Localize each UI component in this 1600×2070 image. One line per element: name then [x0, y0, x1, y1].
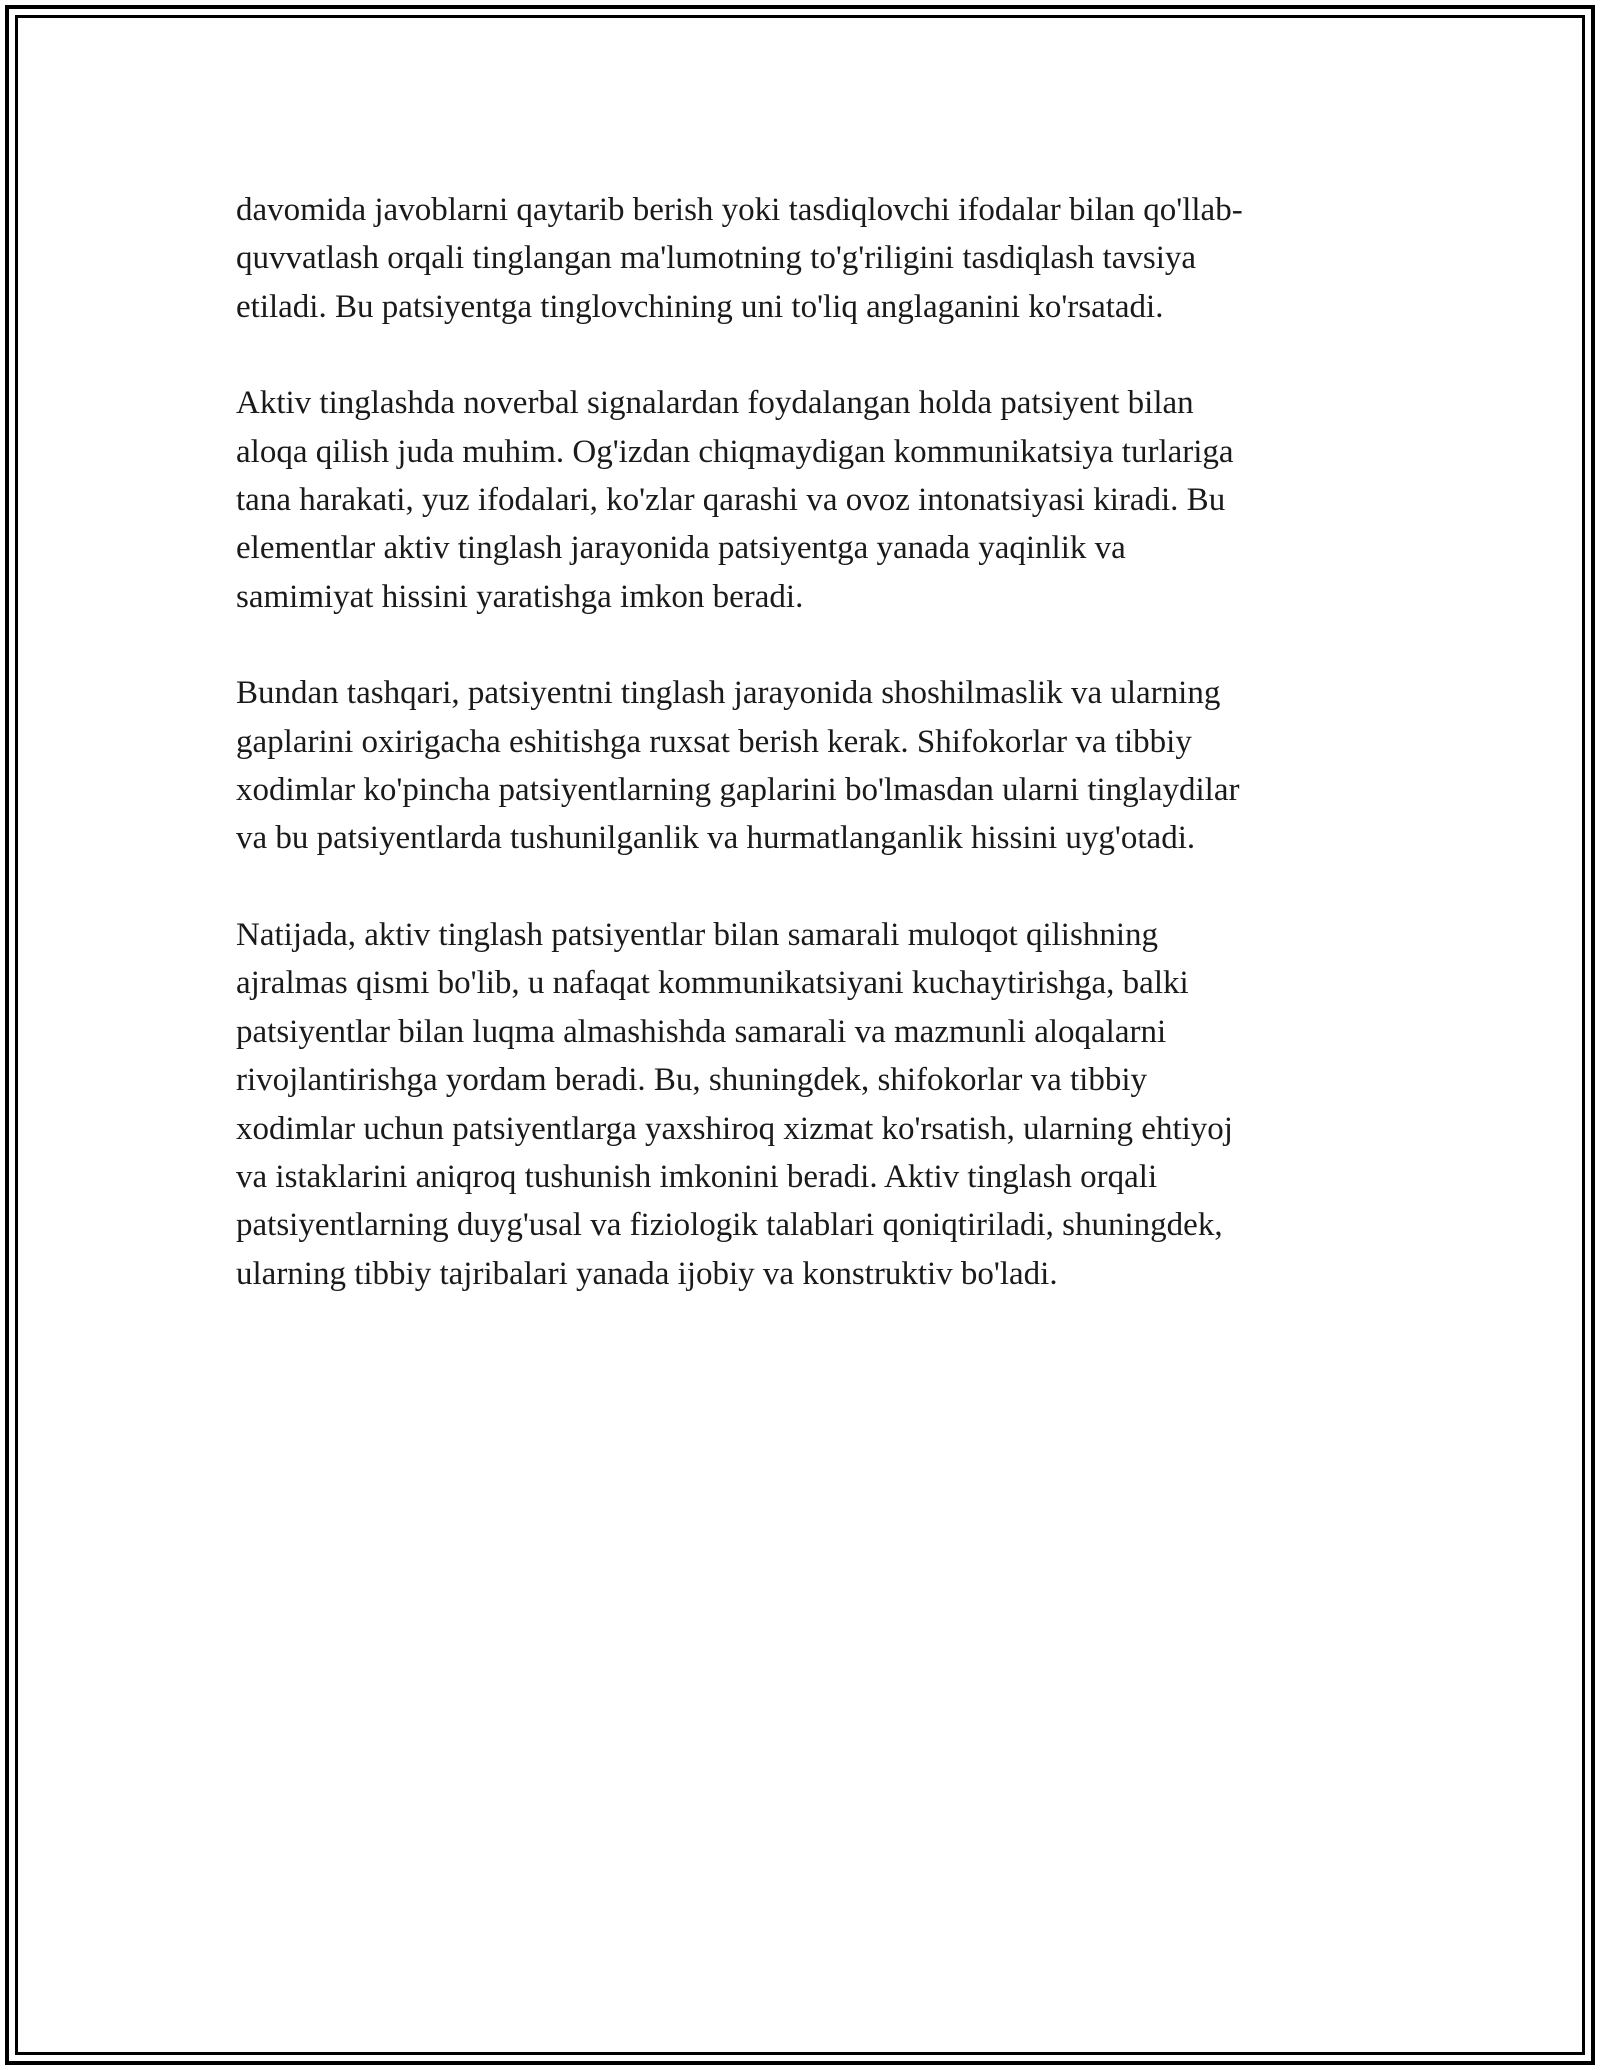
text-line: gaplarini oxirigacha eshitishga ruxsat berish kerak. Shifokorlar va tibbiy [236, 723, 1192, 760]
paragraph-2 [236, 379, 1386, 621]
document-body [236, 186, 1386, 1346]
paragraph-4 [236, 911, 1386, 1298]
text-line: patsiyentlar bilan luqma almashishda samarali va mazmunli aloqalarni [236, 1013, 1167, 1050]
text-line: ularning tibbiy tajribalari yanada ijobiy va konstruktiv bo'ladi. [236, 1255, 1058, 1292]
text-line: elementlar aktiv tinglash jarayonida patsiyentga yanada yaqinlik va [236, 530, 1126, 567]
paragraph-1 [236, 186, 1386, 331]
text-line: etiladi. Bu patsiyentga tinglovchining uni to'liq anglaganini ko'rsatadi. [236, 288, 1164, 325]
text-line: va istaklarini aniqroq tushunish imkonini beradi. Aktiv tinglash orqali [236, 1158, 1158, 1195]
text-line: ajralmas qismi bo'lib, u nafaqat kommunikatsiyani kuchaytirishga, balki [236, 965, 1189, 1002]
text-line: xodimlar ko'pincha patsiyentlarning gaplarini bo'lmasdan ularni tinglaydilar [236, 772, 1240, 809]
text-line: quvvatlash orqali tinglangan ma'lumotning to'g'riligini tasdiqlash tavsiya [236, 240, 1197, 277]
text-line: xodimlar uchun patsiyentlarga yaxshiroq xizmat ko'rsatish, ularning ehtiyoj [236, 1110, 1233, 1147]
text-line: tana harakati, yuz ifodalari, ko'zlar qarashi va ovoz intonatsiyasi kiradi. Bu [236, 482, 1226, 519]
text-line: Bundan tashqari, patsiyentni tinglash jarayonida shoshilmaslik va ularning [236, 675, 1221, 712]
text-line: va bu patsiyentlarda tushunilganlik va hurmatlanganlik hissini uyg'otadi. [236, 820, 1196, 857]
text-line: patsiyentlarning duyg'usal va fiziologik talablari qoniqtiriladi, shuningdek, [236, 1207, 1223, 1244]
paragraph-3 [236, 669, 1386, 863]
text-line: Aktiv tinglashda noverbal signalardan foydalangan holda patsiyent bilan [236, 385, 1194, 422]
text-line: rivojlantirishga yordam beradi. Bu, shuningdek, shifokorlar va tibbiy [236, 1062, 1147, 1099]
text-line: Natijada, aktiv tinglash patsiyentlar bilan samarali muloqot qilishning [236, 916, 1158, 953]
text-line: davomida javoblarni qaytarib berish yoki tasdiqlovchi ifodalar bilan qo'llab- [236, 192, 1243, 228]
text-line: samimiyat hissini yaratishga imkon beradi. [236, 578, 804, 615]
text-line: aloqa qilish juda muhim. Og'izdan chiqmaydigan kommunikatsiya turlariga [236, 433, 1234, 470]
